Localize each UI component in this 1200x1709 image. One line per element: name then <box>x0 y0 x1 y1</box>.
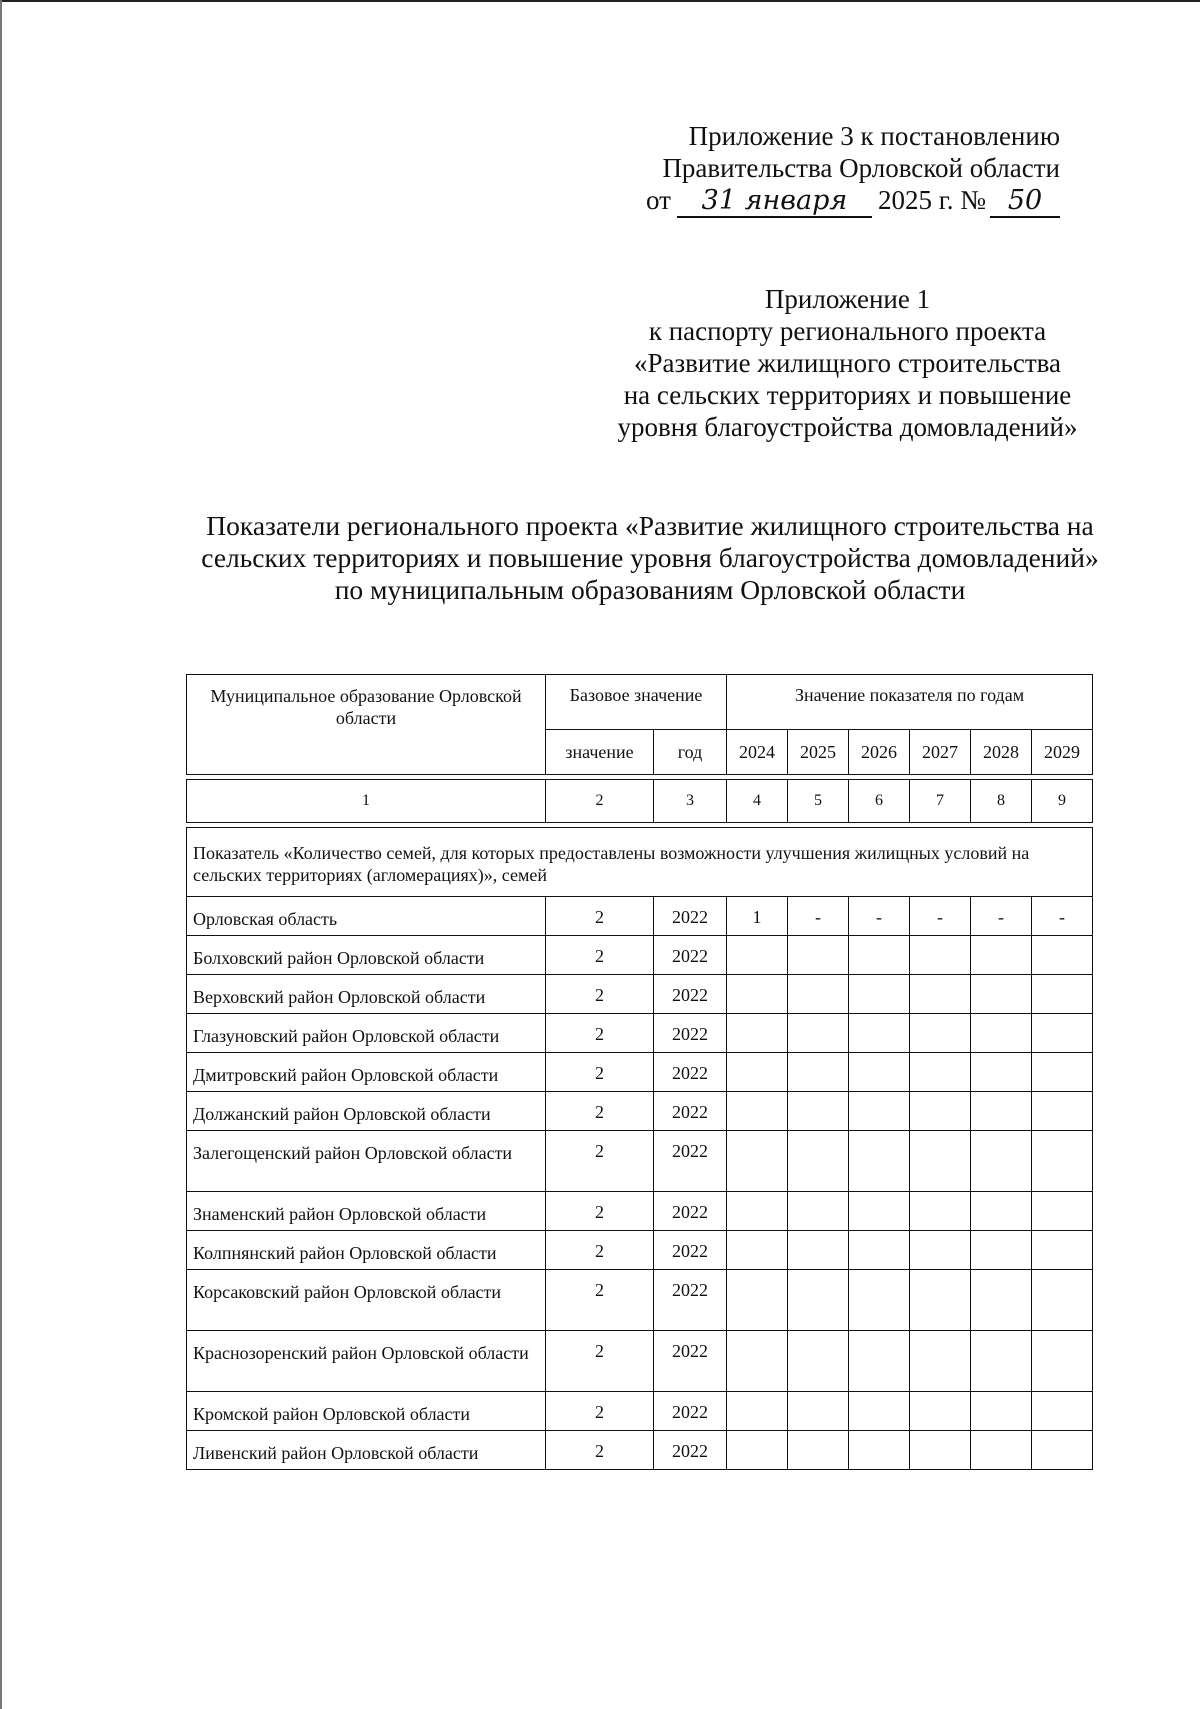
empty-cell <box>727 1092 788 1131</box>
appendix-1-line: к паспорту регионального проекта <box>648 316 1047 346</box>
base-year: 2022 <box>654 897 727 936</box>
appendix-3-date-line <box>560 184 1060 218</box>
base-value: 2 <box>546 1014 654 1053</box>
table-row <box>187 1053 1093 1092</box>
value-2025: - <box>788 897 849 936</box>
empty-cell <box>910 1431 971 1470</box>
empty-cell <box>849 975 910 1014</box>
empty-cell <box>727 1192 788 1231</box>
year-2028-header: 2028 <box>971 730 1032 775</box>
empty-cell <box>910 1092 971 1131</box>
base-year: 2022 <box>654 1231 727 1270</box>
empty-cell <box>788 1131 849 1192</box>
empty-cell <box>727 1270 788 1331</box>
column-number: 6 <box>849 780 910 823</box>
base-year: 2022 <box>654 975 727 1014</box>
empty-cell <box>1032 1431 1093 1470</box>
base-year: 2022 <box>654 1331 727 1392</box>
empty-cell <box>849 1192 910 1231</box>
empty-cell <box>727 1131 788 1192</box>
empty-cell <box>1032 936 1093 975</box>
year-2029-header: 2029 <box>1032 730 1093 775</box>
empty-cell <box>849 1431 910 1470</box>
empty-cell <box>788 1231 849 1270</box>
empty-cell <box>788 1053 849 1092</box>
table-row <box>187 975 1093 1014</box>
municipality-name: Колпнянский район Орловской области <box>187 1231 546 1270</box>
municipality-name: Болховский район Орловской области <box>187 936 546 975</box>
base-value: 2 <box>546 897 654 936</box>
value-subheader: значение <box>546 730 654 775</box>
empty-cell <box>1032 1092 1093 1131</box>
empty-cell <box>849 936 910 975</box>
table-row <box>187 897 1093 936</box>
empty-cell <box>910 1270 971 1331</box>
base-value: 2 <box>546 1270 654 1331</box>
empty-cell <box>910 1331 971 1392</box>
table-row <box>187 936 1093 975</box>
base-value: 2 <box>546 1053 654 1092</box>
empty-cell <box>971 1331 1032 1392</box>
empty-cell <box>971 1131 1032 1192</box>
base-value: 2 <box>546 1392 654 1431</box>
empty-cell <box>971 1270 1032 1331</box>
municipality-name: Глазуновский район Орловской области <box>187 1014 546 1053</box>
empty-cell <box>910 1053 971 1092</box>
empty-cell <box>788 1014 849 1053</box>
empty-cell <box>849 1392 910 1431</box>
empty-cell <box>910 1392 971 1431</box>
empty-cell <box>1032 1270 1093 1331</box>
table-row <box>187 1331 1093 1392</box>
column-number: 9 <box>1032 780 1093 823</box>
year-2027-header: 2027 <box>910 730 971 775</box>
empty-cell <box>910 1231 971 1270</box>
appendix-1-line: Приложение 1 <box>764 284 931 314</box>
municipality-name: Знаменский район Орловской области <box>187 1192 546 1231</box>
empty-cell <box>727 1231 788 1270</box>
empty-cell <box>971 1192 1032 1231</box>
municipality-name: Верховский район Орловской области <box>187 975 546 1014</box>
empty-cell <box>910 1192 971 1231</box>
table-row <box>187 1014 1093 1053</box>
table-row <box>187 1431 1093 1470</box>
indicator-row <box>187 828 1093 897</box>
handwritten-number: 50 <box>990 186 1060 218</box>
municipality-name: Залегощенский район Орловской области <box>187 1131 546 1192</box>
column-number: 3 <box>654 780 727 823</box>
empty-cell <box>971 1092 1032 1131</box>
municipality-name: Должанский район Орловской области <box>187 1092 546 1131</box>
value-2028: - <box>971 897 1032 936</box>
empty-cell <box>727 1053 788 1092</box>
empty-cell <box>1032 1053 1093 1092</box>
municipality-name: Кромской район Орловской области <box>187 1392 546 1431</box>
base-value: 2 <box>546 936 654 975</box>
empty-cell <box>971 975 1032 1014</box>
base-value: 2 <box>546 1092 654 1131</box>
empty-cell <box>1032 1192 1093 1231</box>
empty-cell <box>727 1014 788 1053</box>
empty-cell <box>849 1231 910 1270</box>
empty-cell <box>910 936 971 975</box>
empty-cell <box>727 1431 788 1470</box>
table-row <box>187 1192 1093 1231</box>
empty-cell <box>1032 1331 1093 1392</box>
municipality-header: Муниципальное образование Орловской области <box>187 675 546 775</box>
empty-cell <box>971 1231 1032 1270</box>
indicator-text: Показатель «Количество семей, для которых предоставлены возможности улучшения жилищных условий на сельских территориях (агломерациях)», семей <box>187 828 1093 897</box>
value-2029: - <box>1032 897 1093 936</box>
column-number: 2 <box>546 780 654 823</box>
handwritten-date: 31 января <box>677 186 872 218</box>
column-number: 8 <box>971 780 1032 823</box>
empty-cell <box>788 1192 849 1231</box>
page-left-edge <box>0 0 2 1709</box>
appendix-1-line: уровня благоустройства домовладений» <box>617 412 1078 442</box>
empty-cell <box>788 1092 849 1131</box>
year-2025-header: 2025 <box>788 730 849 775</box>
appendix-1-line: «Развитие жилищного строительства <box>633 348 1062 378</box>
empty-cell <box>727 1392 788 1431</box>
empty-cell <box>727 975 788 1014</box>
empty-cell <box>910 1014 971 1053</box>
base-value: 2 <box>546 1131 654 1192</box>
empty-cell <box>788 1331 849 1392</box>
base-year: 2022 <box>654 1270 727 1331</box>
base-value: 2 <box>546 1231 654 1270</box>
table-row <box>187 1231 1093 1270</box>
empty-cell <box>788 1431 849 1470</box>
empty-cell <box>910 975 971 1014</box>
municipality-name: Краснозоренский район Орловской области <box>187 1331 546 1392</box>
column-number: 4 <box>727 780 788 823</box>
empty-cell <box>1032 1392 1093 1431</box>
appendix-1-header <box>560 283 1135 443</box>
page-top-edge <box>0 0 1200 2</box>
table-row <box>187 1392 1093 1431</box>
values-by-year-header: Значение показателя по годам <box>727 675 1093 730</box>
empty-cell <box>849 1092 910 1131</box>
base-year: 2022 <box>654 1392 727 1431</box>
column-number: 1 <box>187 780 546 823</box>
table-row <box>187 1092 1093 1131</box>
base-year: 2022 <box>654 1131 727 1192</box>
municipality-name: Корсаковский район Орловской области <box>187 1270 546 1331</box>
empty-cell <box>971 1014 1032 1053</box>
empty-cell <box>788 936 849 975</box>
table-row <box>187 1270 1093 1331</box>
empty-cell <box>1032 1131 1093 1192</box>
column-number: 7 <box>910 780 971 823</box>
base-year: 2022 <box>654 1192 727 1231</box>
empty-cell <box>971 936 1032 975</box>
year-number-label: 2025 г. № <box>877 185 986 215</box>
column-number-row <box>187 780 1093 823</box>
appendix-3-line-1: Приложение 3 к постановлению <box>688 121 1060 151</box>
empty-cell <box>910 1131 971 1192</box>
base-value: 2 <box>546 975 654 1014</box>
empty-cell <box>849 1014 910 1053</box>
document-title: Показатели регионального проекта «Развитие жилищного строительства на сельских территориях и повышение уровня благоустройства домовладений» по муниципальным образованиям Орловской области <box>201 510 1099 605</box>
base-value: 2 <box>546 1331 654 1392</box>
empty-cell <box>1032 1014 1093 1053</box>
appendix-3-header <box>560 120 1060 218</box>
date-prefix: от <box>646 185 671 215</box>
base-year: 2022 <box>654 1092 727 1131</box>
base-year: 2022 <box>654 1431 727 1470</box>
empty-cell <box>971 1392 1032 1431</box>
empty-cell <box>849 1270 910 1331</box>
value-2027: - <box>910 897 971 936</box>
appendix-1-line: на сельских территориях и повышение <box>623 380 1072 410</box>
table-row <box>187 1131 1093 1192</box>
year-2024-header: 2024 <box>727 730 788 775</box>
base-year: 2022 <box>654 1014 727 1053</box>
empty-cell <box>971 1053 1032 1092</box>
year-subheader: год <box>654 730 727 775</box>
base-value: 2 <box>546 1431 654 1470</box>
value-2024: 1 <box>727 897 788 936</box>
base-value: 2 <box>546 1192 654 1231</box>
value-2026: - <box>849 897 910 936</box>
empty-cell <box>971 1431 1032 1470</box>
empty-cell <box>788 1270 849 1331</box>
indicators-table <box>186 674 1093 1470</box>
base-value-header: Базовое значение <box>546 675 727 730</box>
empty-cell <box>788 1392 849 1431</box>
empty-cell <box>849 1131 910 1192</box>
table-header-row <box>187 675 1093 730</box>
municipality-name: Орловская область <box>187 897 546 936</box>
empty-cell <box>788 975 849 1014</box>
empty-cell <box>849 1053 910 1092</box>
base-year: 2022 <box>654 936 727 975</box>
municipality-name: Ливенский район Орловской области <box>187 1431 546 1470</box>
year-2026-header: 2026 <box>849 730 910 775</box>
empty-cell <box>1032 975 1093 1014</box>
empty-cell <box>849 1331 910 1392</box>
appendix-3-line-2: Правительства Орловской области <box>662 153 1060 183</box>
base-year: 2022 <box>654 1053 727 1092</box>
municipality-name: Дмитровский район Орловской области <box>187 1053 546 1092</box>
empty-cell <box>727 936 788 975</box>
empty-cell <box>727 1331 788 1392</box>
column-number: 5 <box>788 780 849 823</box>
empty-cell <box>1032 1231 1093 1270</box>
